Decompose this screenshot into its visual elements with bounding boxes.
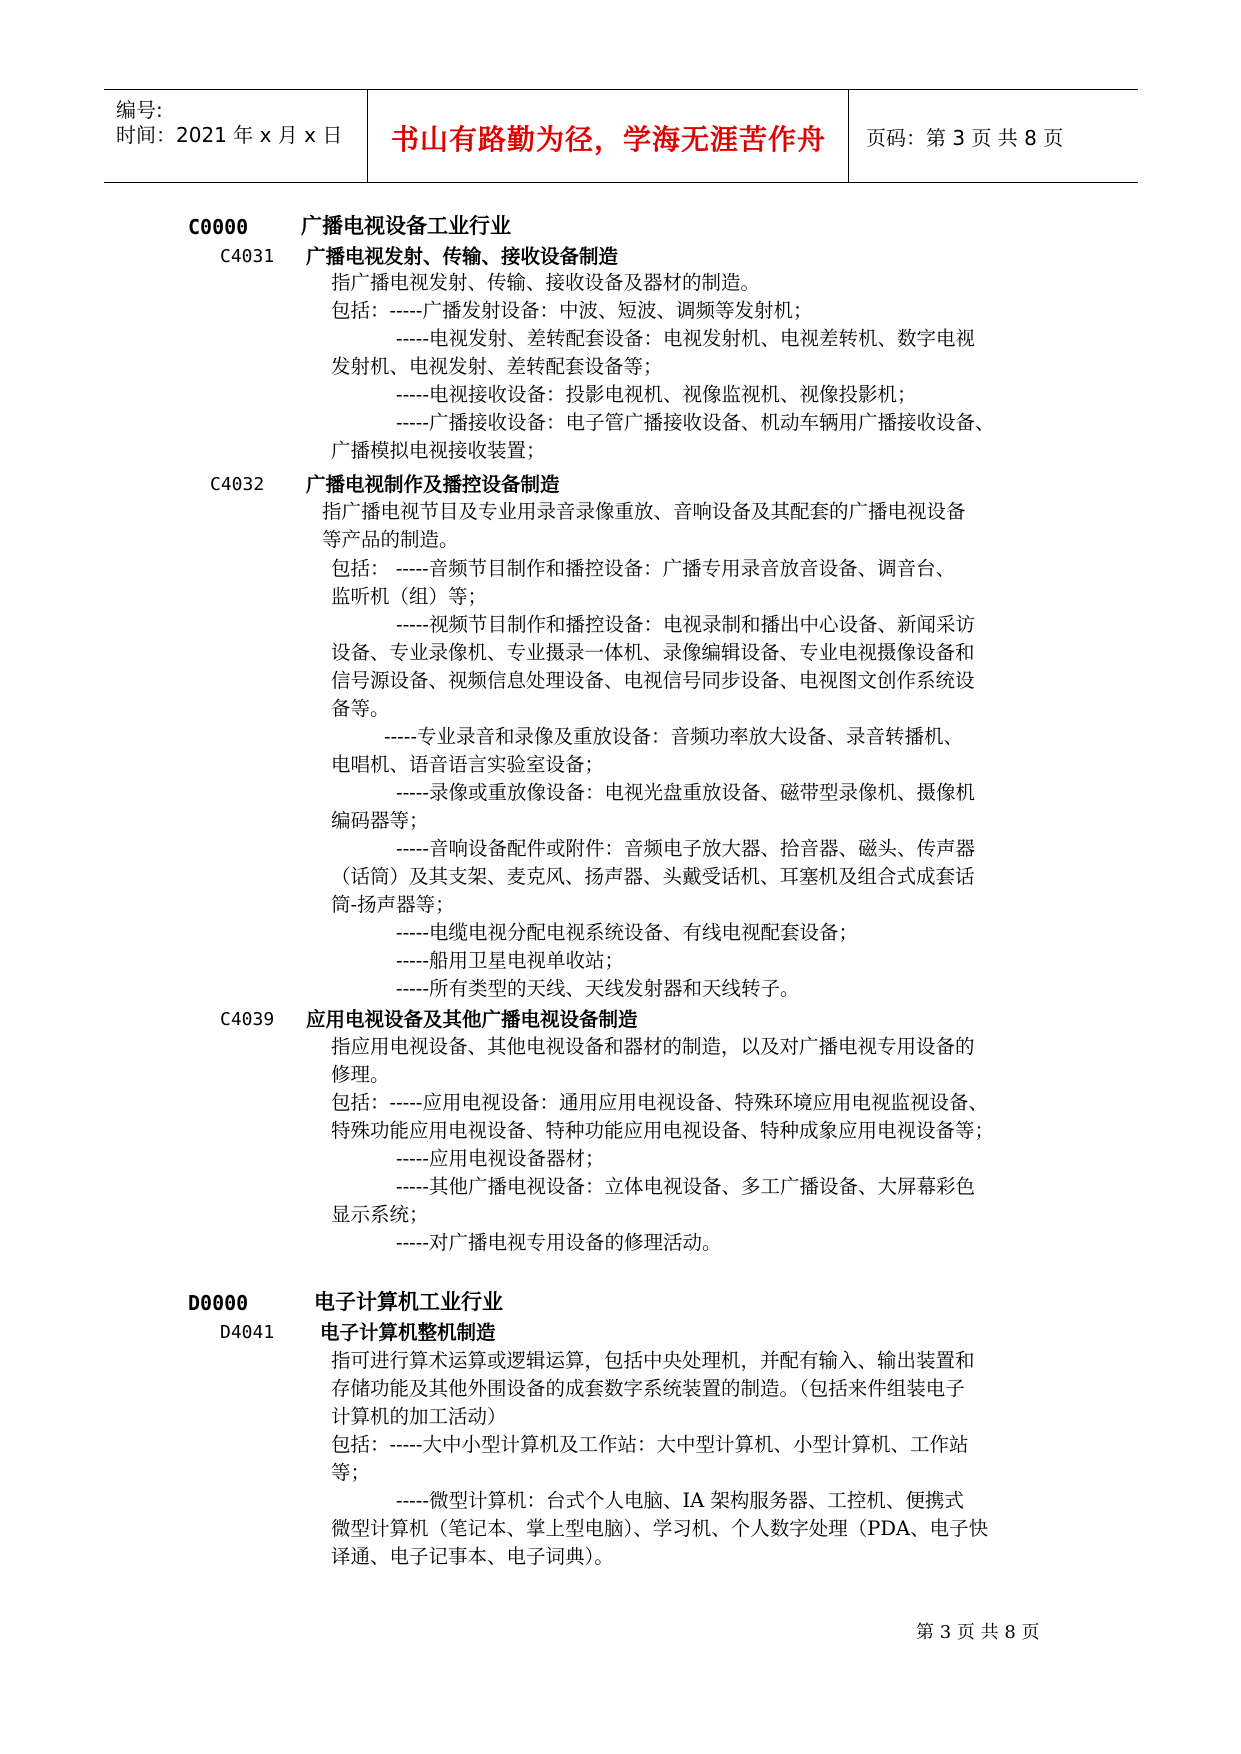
body-line: 等； xyxy=(331,1461,371,1484)
body-line: -----应用电视设备器材； xyxy=(396,1147,605,1170)
body-line: 发射机、电视发射、差转配套设备等； xyxy=(331,355,663,378)
motto: 书山有路勤为径，学海无涯苦作舟 xyxy=(390,123,826,156)
subsection-title: 应用电视设备及其他广播电视设备制造 xyxy=(306,1008,638,1031)
section-code: D0000 xyxy=(188,1291,249,1315)
section-code: C0000 xyxy=(188,215,249,239)
body-line: 信号源设备、视频信息处理设备、电视信号同步设备、电视图文创作系统设 xyxy=(331,669,975,692)
subsection-code: C4032 xyxy=(210,474,265,495)
body-line: -----音响设备配件或附件：音频电子放大器、拾音器、磁头、传声器 xyxy=(396,837,975,860)
time-label: 时间：2021 年 x 月 x 日 xyxy=(116,123,343,147)
body-line: 等产品的制造。 xyxy=(322,528,459,551)
body-line: 电唱机、语音语言实验室设备； xyxy=(331,753,605,776)
body-line: 译通、电子记事本、电子词典）。 xyxy=(331,1545,614,1568)
body-line: 编码器等； xyxy=(331,809,429,832)
body-line: -----录像或重放像设备：电视光盘重放设备、磁带型录像机、摄像机 xyxy=(396,781,975,804)
body-line: 监听机（组）等； xyxy=(331,585,488,608)
page-info: 页码：第 3 页 共 8 页 xyxy=(866,126,1064,150)
body-line: 指可进行算术运算或逻辑运算，包括中央处理机，并配有输入、输出装置和 xyxy=(331,1349,975,1372)
body-line: 包括：-----应用电视设备：通用应用电视设备、特殊环境应用电视监视设备、 xyxy=(331,1091,988,1114)
body-line: -----对广播电视专用设备的修理活动。 xyxy=(396,1231,722,1254)
body-line: 特殊功能应用电视设备、特种功能应用电视设备、特种成象应用电视设备等； xyxy=(331,1119,995,1142)
body-line: 设备、专业录像机、专业摄录一体机、录像编辑设备、专业电视摄像设备和 xyxy=(331,641,975,664)
header-motto-cell xyxy=(369,90,849,182)
body-line: 修理。 xyxy=(331,1063,390,1086)
body-line: 包括：-----大中小型计算机及工作站：大中型计算机、小型计算机、工作站 xyxy=(331,1433,969,1456)
subsection-title: 广播电视发射、传输、接收设备制造 xyxy=(306,245,619,268)
number-label: 编号: xyxy=(116,98,163,122)
body-line: -----所有类型的天线、天线发射器和天线转子。 xyxy=(396,977,800,1000)
body-line: 微型计算机（笔记本、掌上型电脑）、学习机、个人数字处理（PDA、电子快 xyxy=(331,1517,989,1540)
body-line: -----专业录音和录像及重放设备：音频功率放大设备、录音转播机、 xyxy=(384,725,963,748)
page-footer: 第 3 页 共 8 页 xyxy=(916,1622,1040,1643)
body-line: -----视频节目制作和播控设备：电视录制和播出中心设备、新闻采访 xyxy=(396,613,975,636)
section-title: 电子计算机工业行业 xyxy=(314,1290,503,1314)
subsection-code: C4039 xyxy=(220,1009,275,1030)
body-line: -----电视接收设备：投影电视机、视像监视机、视像投影机； xyxy=(396,383,917,406)
subsection-title: 电子计算机整机制造 xyxy=(320,1321,496,1344)
body-line: 包括： -----音频节目制作和播控设备：广播专用录音放音设备、调音台、 xyxy=(331,557,956,580)
body-line: -----广播接收设备：电子管广播接收设备、机动车辆用广播接收设备、 xyxy=(396,411,995,434)
body-line: -----电视发射、差转配套设备：电视发射机、电视差转机、数字电视 xyxy=(396,327,975,350)
body-line: 显示系统； xyxy=(331,1203,429,1226)
section-title: 广播电视设备工业行业 xyxy=(301,214,511,238)
body-line: 计算机的加工活动） xyxy=(331,1405,507,1428)
body-line: 包括：-----广播发射设备：中波、短波、调频等发射机； xyxy=(331,299,813,322)
body-line: （话筒）及其支架、麦克风、扬声器、头戴受话机、耳塞机及组合式成套话 xyxy=(331,865,975,888)
header-right-cell xyxy=(850,90,1138,182)
body-line: 备等。 xyxy=(331,697,390,720)
body-line: 广播模拟电视接收装置； xyxy=(331,439,546,462)
page-header xyxy=(104,89,1138,183)
body-line: -----船用卫星电视单收站； xyxy=(396,949,624,972)
body-line: 指广播电视发射、传输、接收设备及器材的制造。 xyxy=(331,271,761,294)
body-line: -----微型计算机：台式个人电脑、IA 架构服务器、工控机、便携式 xyxy=(396,1489,964,1512)
subsection-code: C4031 xyxy=(220,246,275,267)
body-line: 存储功能及其他外围设备的成套数字系统装置的制造。（包括来件组装电子 xyxy=(331,1377,965,1400)
body-line: -----电缆电视分配电视系统设备、有线电视配套设备； xyxy=(396,921,858,944)
body-line: 指应用电视设备、其他电视设备和器材的制造，以及对广播电视专用设备的 xyxy=(331,1035,975,1058)
subsection-title: 广播电视制作及播控设备制造 xyxy=(306,473,560,496)
header-left-cell xyxy=(104,90,368,182)
body-line: 筒-扬声器等； xyxy=(331,893,455,916)
body-line: -----其他广播电视设备：立体电视设备、多工广播设备、大屏幕彩色 xyxy=(396,1175,975,1198)
body-line: 指广播电视节目及专业用录音录像重放、音响设备及其配套的广播电视设备 xyxy=(322,500,966,523)
subsection-code: D4041 xyxy=(220,1322,275,1343)
